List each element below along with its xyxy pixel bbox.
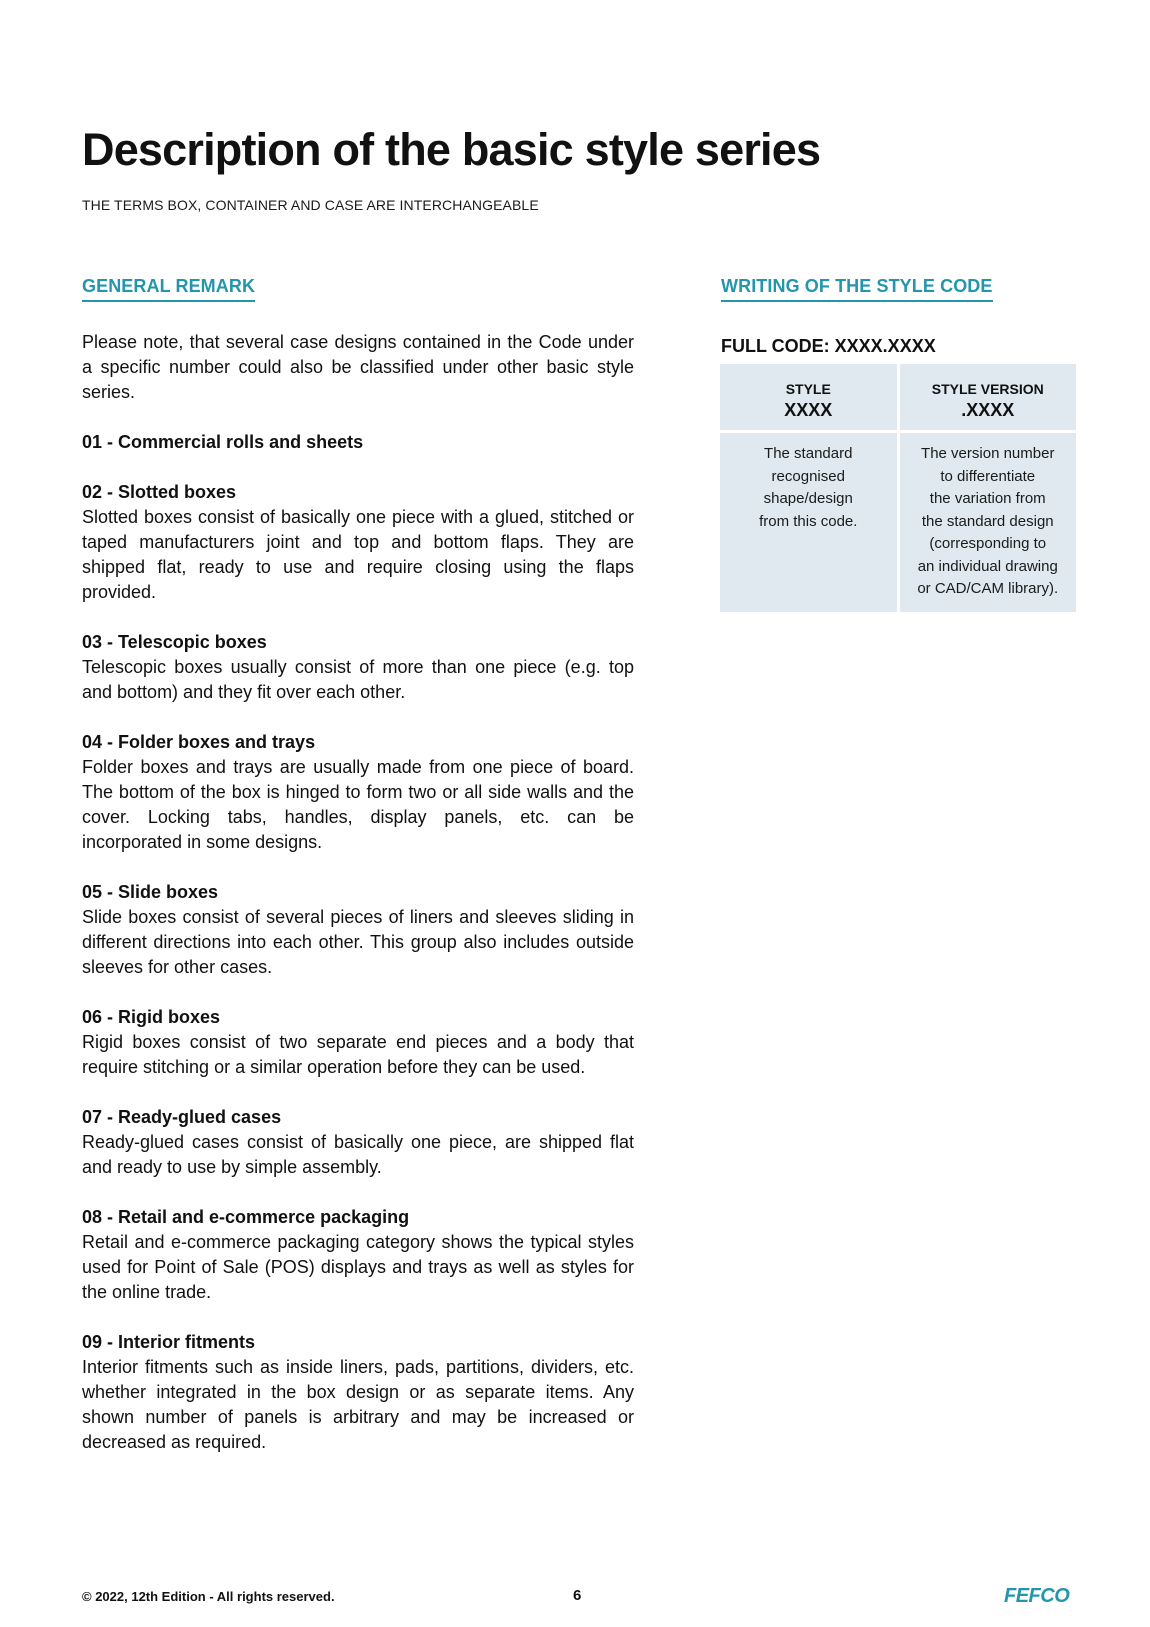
style-description-line: from this code. — [759, 512, 858, 530]
series-item-07 — [82, 1105, 634, 1180]
version-description-line: The version number — [921, 445, 1055, 462]
general-remark-heading: GENERAL REMARK — [82, 276, 255, 302]
style-header-cell — [720, 364, 897, 433]
style-description-line: recognised — [771, 467, 845, 485]
series-item-08 — [82, 1205, 634, 1305]
style-value: XXXX — [784, 400, 833, 420]
series-title: 03 - Telescopic boxes — [82, 632, 267, 652]
full-code-label: FULL CODE: XXXX.XXXX — [721, 336, 936, 356]
version-description-line: an individual drawing — [917, 557, 1058, 575]
version-description-line: to differentiate — [940, 467, 1036, 485]
version-description-line: or CAD/CAM library). — [917, 580, 1059, 597]
fefco-logo: FEFCO — [1004, 1585, 1070, 1607]
general-remark-section — [82, 330, 634, 1480]
series-item-01 — [82, 430, 634, 455]
series-description: Rigid boxes consist of two separate end pieces and a body that require stitching or a similar operation before they can be used. — [82, 1032, 634, 1077]
version-description-cell — [900, 433, 1077, 612]
version-header-cell — [900, 364, 1077, 433]
general-remark-intro: Please note, that several case designs contained in the Code under a specific number could also be classified under other basic style series. — [82, 332, 634, 402]
series-item-05 — [82, 880, 634, 980]
series-description: Folder boxes and trays are usually made from one piece of board. The bottom of the box is hinged to form two or all side walls and the cover. Locking tabs, handles, display panels, etc. can be incorporated in some designs. — [82, 757, 634, 852]
series-title: 05 - Slide boxes — [82, 882, 219, 902]
version-description-line: the variation from — [929, 490, 1046, 507]
series-description: Retail and e-commerce packaging category shows the typical styles used for Point of Sale (POS) displays and trays as well as styles for the online trade. — [82, 1232, 634, 1302]
series-item-02 — [82, 480, 634, 605]
page-number: 6 — [573, 1587, 582, 1604]
series-title: 09 - Interior fitments — [82, 1332, 256, 1352]
version-value: .XXXX — [961, 400, 1015, 420]
series-description: Interior fitments such as inside liners, pads, partitions, dividers, etc. whether integrated in the box design or as separate items. Any shown number of panels is arbitrary and may be increased or decreased as required. — [82, 1357, 634, 1452]
style-description-line: shape/design — [763, 490, 853, 507]
series-item-06 — [82, 1005, 634, 1080]
page-subtitle: THE TERMS BOX, CONTAINER AND CASE ARE INTERCHANGEABLE — [82, 197, 539, 213]
series-title: 08 - Retail and e-commerce packaging — [82, 1207, 410, 1227]
series-item-09 — [82, 1330, 634, 1455]
version-label: STYLE VERSION — [931, 381, 1044, 397]
series-title: 04 - Folder boxes and trays — [82, 732, 316, 752]
series-title: 01 - Commercial rolls and sheets — [82, 432, 364, 452]
series-description: Slotted boxes consist of basically one piece with a glued, stitched or taped manufacturers joint and top and bottom flaps. They are shipped flat, ready to use and require closing using the flaps provided. — [82, 507, 634, 602]
series-item-04 — [82, 730, 634, 855]
series-title: 06 - Rigid boxes — [82, 1007, 221, 1027]
footer-copyright: © 2022, 12th Edition - All rights reserved. — [82, 1589, 335, 1604]
series-description: Telescopic boxes usually consist of more than one piece (e.g. top and bottom) and they fit over each other. — [82, 657, 634, 702]
page-title: Description of the basic style series — [82, 124, 821, 175]
style-code-table — [720, 364, 1076, 612]
style-label: STYLE — [785, 381, 831, 397]
series-item-03 — [82, 630, 634, 705]
series-description: Slide boxes consist of several pieces of liners and sleeves sliding in different directions into each other. This group also includes outside sleeves for other cases. — [82, 907, 634, 977]
series-title: 02 - Slotted boxes — [82, 482, 237, 502]
version-description-line: (corresponding to — [929, 535, 1047, 552]
style-code-heading: WRITING OF THE STYLE CODE — [721, 276, 993, 302]
style-description-cell — [720, 433, 897, 612]
version-description-line: the standard design — [921, 512, 1054, 530]
series-description: Ready-glued cases consist of basically one piece, are shipped flat and ready to use by simple assembly. — [82, 1132, 634, 1177]
series-title: 07 - Ready-glued cases — [82, 1107, 282, 1127]
style-description-line: The standard — [764, 445, 853, 462]
